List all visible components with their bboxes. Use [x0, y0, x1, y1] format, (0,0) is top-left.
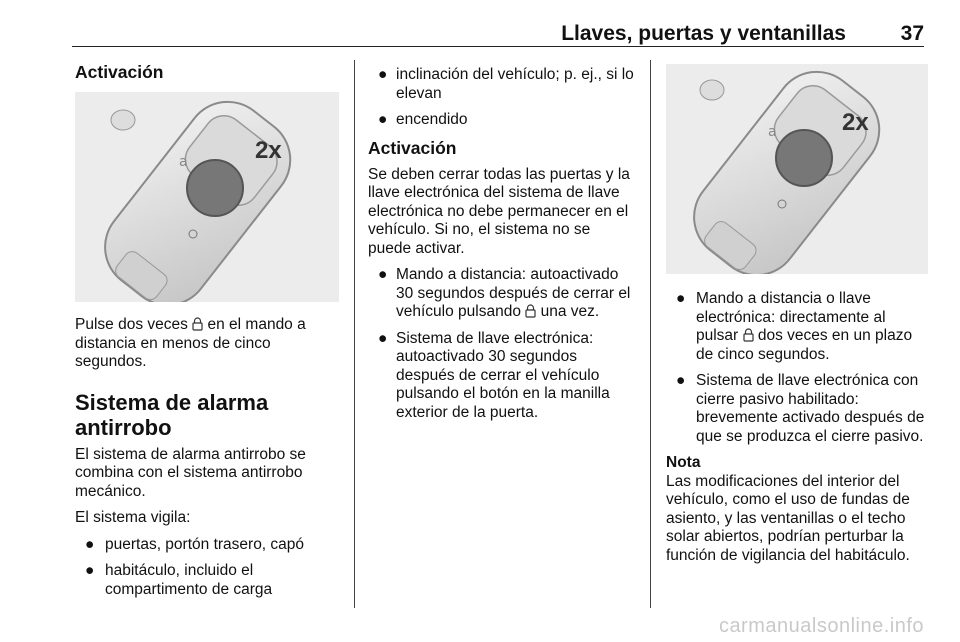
list-item: ● Sistema de llave electrónica con cierre pasivo habilitado: brevemente activado después de que se produzca el cierre pasivo.	[676, 372, 925, 445]
figure-label-2x: 2x	[255, 137, 282, 164]
page-number: 37	[900, 22, 924, 45]
column-divider-1	[354, 60, 355, 608]
svg-text:a: a	[179, 154, 188, 170]
lock-button-icon	[743, 328, 754, 342]
list-item: ● Sistema de llave electrónica: autoactivado 30 segundos después de cerrar el vehículo pulsando el botón en la manilla exterior de la puerta.	[378, 329, 610, 421]
figure-label-2x: 2x	[842, 109, 869, 136]
list-item: ● Mando a distancia: autoactivado 30 segundos después de cerrar el vehículo pulsando una vez.	[378, 266, 631, 320]
alarm-section-title: Sistema de alarma antirrobo	[75, 389, 269, 440]
note-block	[666, 454, 928, 565]
activation-requirements: Se deben cerrar todas las puertas y la llave electrónica del sistema de llave electrónica no debe permanecer en el vehículo. Si no, el sistema no se puede activar.	[368, 165, 630, 257]
header-title: Llaves, puertas y ventanillas	[561, 22, 846, 45]
activation-methods-list	[368, 266, 634, 422]
note-text: Las modificaciones del interior del vehículo, como el uso de fundas de asiento, y las ventanillas o el techo solar abiertos, podrían perturbar la función de vigilancia del habitáculo.	[666, 472, 910, 564]
watermark: carmanualsonline.info	[718, 615, 924, 637]
lock-button-icon	[192, 317, 203, 331]
page-header	[72, 16, 924, 47]
list-item: ● puertas, portón trasero, capó	[85, 535, 305, 553]
system-monitors-text: El sistema vigila:	[75, 509, 191, 526]
column-divider-2	[650, 60, 651, 608]
column-2	[368, 66, 634, 430]
remote-key-figure	[75, 92, 339, 302]
activation-heading-2: Activación	[368, 137, 457, 158]
column-1	[75, 56, 341, 607]
list-item: ● Mando a distancia o llave electrónica: directamente al pulsar dos veces en un plazo de cinco segundos.	[676, 290, 913, 363]
lock-button-icon	[525, 304, 536, 318]
press-twice-text: Pulse dos veces en el mando a distancia en menos de cinco segundos.	[75, 316, 306, 370]
alarm-activation-list	[666, 290, 928, 446]
list-item: ● inclinación del vehículo; p. ej., si lo elevan	[378, 66, 634, 102]
list-item: ● habitáculo, incluido el compartimento de carga	[85, 562, 273, 598]
monitors-list-continued	[368, 66, 634, 130]
column-3	[666, 64, 928, 565]
alarm-description: El sistema de alarma antirrobo se combina con el sistema antirrobo mecánico.	[75, 445, 306, 500]
monitors-list	[75, 536, 341, 600]
remote-key-figure-2	[666, 64, 928, 274]
note-label: Nota	[666, 454, 701, 471]
activation-heading: Activación	[75, 62, 164, 82]
svg-text:a: a	[768, 124, 777, 140]
list-item: ● encendido	[378, 111, 468, 128]
